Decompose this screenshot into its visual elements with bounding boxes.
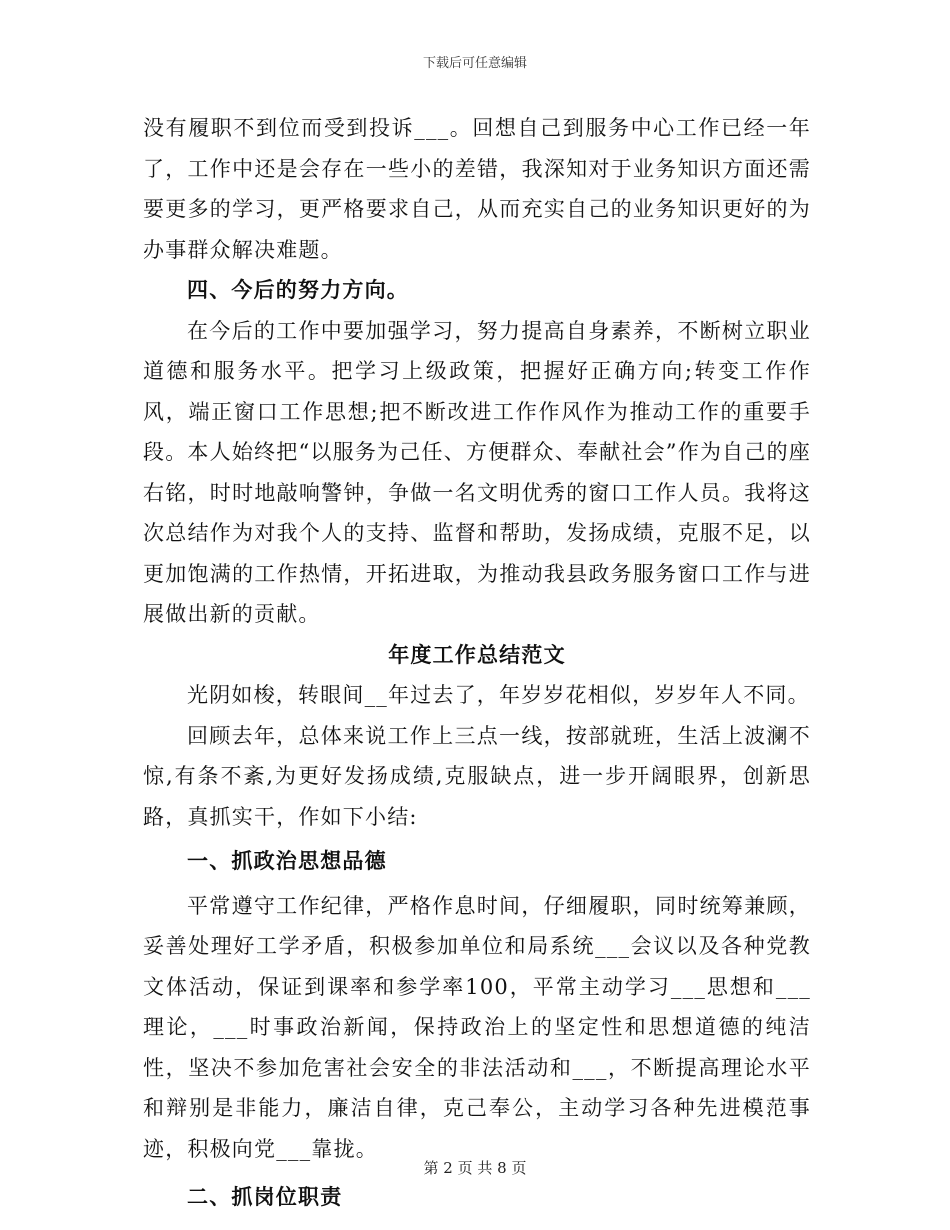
paragraph-complaint-reflection: 没有履职不到位而受到投诉___。回想自己到服务中心工作已经一年了，工作中还是会存在一些小的差错，我深知对于业务知识方面还需要更多的学习，更严格要求自己，从而充实自己的业务知识更好的为办事群众解决难题。 xyxy=(143,116,811,262)
page-number: 第 2 页 共 8 页 xyxy=(423,1159,527,1177)
document-title: 年度工作总结范文 xyxy=(388,642,566,667)
heading-job-duties: 二、抓岗位职责 xyxy=(187,1185,343,1209)
page-header: 下载后可任意编辑 xyxy=(422,56,527,71)
paragraph-political-thought: 平常遵守工作纪律，严格作息时间，仔细履职，同时统筹兼顾，妥善处理好工学矛盾，积极参加单位和局系统___会议以及各种党教文体活动，保证到课率和参学率100，平常主动学习___思想和___理论，___时事政治新闻，保持政治上的坚定性和思想道德的纯洁性，坚决不参加危害社会安全的非法活动和___，不断提高理论水平和辩别是非能力，廉洁自律，克己奉公，主动学习各种先进模范事迹，积极向党___靠拢。 xyxy=(143,893,811,1161)
paragraph-review: 回顾去年，总体来说工作上三点一线，按部就班，生活上波澜不惊,有条不紊,为更好发扬成绩,克服缺点，进一步开阔眼界，创新思路，真抓实干，作如下小结: xyxy=(143,723,811,829)
paragraph-opening: 光阴如梭，转眼间__年过去了，年岁岁花相似，岁岁年人不同。 xyxy=(187,683,810,707)
heading-future-direction: 四、今后的努力方向。 xyxy=(187,278,409,302)
paragraph-future-plan: 在今后的工作中要加强学习，努力提高自身素养，不断树立职业道德和服务水平。把学习上级政策，把握好正确方向;转变工作作风，端正窗口工作思想;把不断改进工作作风作为推动工作的重要手段。本人始终把“以服务为己任、方便群众、奉献社会”作为自己的座右铭，时时地敲响警钟，争做一名文明优秀的窗口工作人员。我将这次总结作为对我个人的支持、监督和帮助，发扬成绩，克服不足，以更加饱满的工作热情，开拓进取，为推动我县政务服务窗口工作与进展做出新的贡献。 xyxy=(143,318,811,626)
heading-political-thought: 一、抓政治思想品德 xyxy=(187,849,387,873)
document-body xyxy=(143,108,811,1218)
